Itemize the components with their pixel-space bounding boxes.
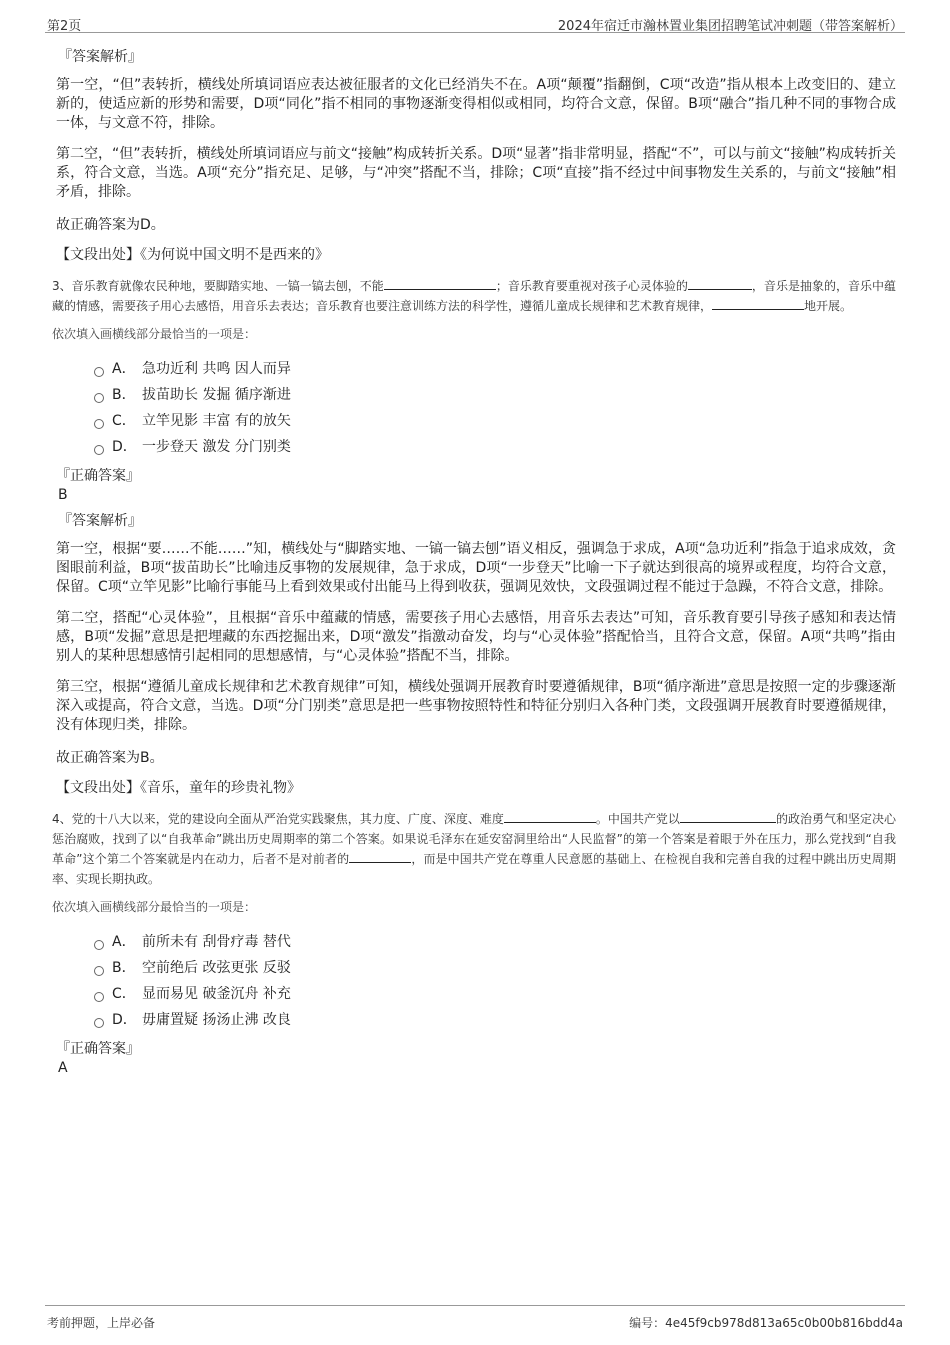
correct-answer-value: A bbox=[58, 1060, 68, 1076]
option-c[interactable] bbox=[94, 408, 896, 434]
question-3-text bbox=[52, 276, 896, 316]
option-b[interactable] bbox=[94, 382, 896, 408]
document-title: 2024年宿迁市瀚林置业集团招聘笔试冲刺题（带答案解析） bbox=[557, 19, 903, 34]
analysis-paragraph: 第三空，根据“遵循儿童成长规律和艺术教育规律”可知，横线处强调开展教育时要遵循规律，B项“循序渐进”意思是按照一定的步骤逐渐深入或提高，符合文意，当选。D项“分门别类”意思是把一些事物按照特性和特征分别归入各种门类，文段强调开展教育时要遵循规律，没有体现归类，排除。 bbox=[56, 679, 896, 733]
option-text: 空前绝后 改弦更张 反驳 bbox=[142, 960, 291, 976]
question-text-segment: 4、党的十八大以来，党的建设向全面从严治党实践聚焦，其力度、广度、深度、难度 bbox=[52, 812, 504, 826]
answer-conclusion: 故正确答案为B。 bbox=[56, 750, 164, 766]
question-4-options bbox=[94, 929, 896, 1033]
option-b[interactable] bbox=[94, 955, 896, 981]
option-text: 拔苗助长 发掘 循序渐进 bbox=[142, 387, 291, 403]
question-text-segment: ；音乐教育要重视对孩子心灵体验的 bbox=[495, 279, 688, 293]
answer-conclusion: 故正确答案为D。 bbox=[56, 217, 165, 233]
question-4-text bbox=[52, 809, 896, 889]
page-number: 第2页 bbox=[47, 19, 82, 34]
analysis-paragraph: 第二空，搭配“心灵体验”，且根据“音乐中蕴藏的情感，需要孩子用心去感悟，用音乐去表达”可知，音乐教育要引导孩子感知和表达情感，B项“发掘”意思是把埋藏的东西挖掘出来，D项“激发”指激动奋发，均与“心灵体验”搭配恰当，且符合文意，保留。A项“共鸣”指由别人的某种思想感情引起相同的思想感情，与“心灵体验”搭配不当，排除。 bbox=[56, 610, 896, 664]
option-a[interactable] bbox=[94, 929, 896, 955]
fill-blank bbox=[688, 277, 752, 290]
page-footer bbox=[45, 1305, 905, 1336]
radio-icon[interactable] bbox=[94, 393, 104, 403]
radio-icon[interactable] bbox=[94, 367, 104, 377]
option-letter: A． bbox=[112, 361, 136, 377]
fill-blank bbox=[504, 810, 596, 823]
fill-blank bbox=[384, 277, 496, 290]
source-citation: 【文段出处】《为何说中国文明不是西来的》 bbox=[56, 247, 329, 263]
source-citation: 【文段出处】《音乐，童年的珍贵礼物》 bbox=[56, 780, 301, 796]
question-text-segment: 。中国共产党以 bbox=[595, 812, 680, 826]
option-letter: C． bbox=[112, 413, 136, 429]
question-text-segment: 3、音乐教育就像农民种地，要脚踏实地、一镐一镐去刨，不能 bbox=[52, 279, 384, 293]
radio-icon[interactable] bbox=[94, 966, 104, 976]
fill-blank bbox=[712, 297, 804, 310]
analysis-paragraph: 第一空，“但”表转折，横线处所填词语应表达被征服者的文化已经消失不在。A项“颠覆”指翻倒，C项“改造”指从根本上改变旧的、建立新的，使适应新的形势和需要，D项“同化”指不相同的事物逐渐变得相似或相同，均符合文意，保留。B项“融合”指几种不同的事物合成一体，与文意不符，排除。 bbox=[56, 77, 896, 131]
option-text: 前所未有 刮骨疗毒 替代 bbox=[142, 934, 291, 950]
page-content bbox=[52, 46, 896, 1083]
analysis-paragraph: 第一空，根据“要……不能……”知，横线处与“脚踏实地、一镐一镐去刨”语义相反，强调急于求成，A项“急功近利”指急于追求成效，贪图眼前利益，B项“拔苗助长”比喻违反事物的发展规律，急于求成，D项“一步登天”比喻一下子就达到很高的境界或程度，均符合文意，保留。C项“立竿见影”比喻行事能马上看到效果或付出能马上得到收获，强调见效快，文段强调过程不能过于急躁，不符合文意，排除。 bbox=[56, 541, 896, 595]
option-a[interactable] bbox=[94, 356, 896, 382]
option-d[interactable] bbox=[94, 1007, 896, 1033]
analysis-label: 『答案解析』 bbox=[58, 513, 142, 529]
option-d[interactable] bbox=[94, 434, 896, 460]
option-letter: B． bbox=[112, 387, 136, 403]
option-text: 立竿见影 丰富 有的放矢 bbox=[142, 413, 291, 429]
footer-slogan: 考前押题，上岸必备 bbox=[47, 1316, 156, 1330]
analysis-label: 『答案解析』 bbox=[58, 49, 142, 65]
question-instruction: 依次填入画横线部分最恰当的一项是： bbox=[52, 900, 257, 914]
option-letter: D． bbox=[112, 1012, 137, 1028]
option-text: 急功近利 共鸣 因人而异 bbox=[142, 361, 291, 377]
radio-icon[interactable] bbox=[94, 940, 104, 950]
radio-icon[interactable] bbox=[94, 992, 104, 1002]
correct-answer-value: B bbox=[58, 487, 68, 503]
radio-icon[interactable] bbox=[94, 419, 104, 429]
option-text: 毋庸置疑 扬汤止沸 改良 bbox=[142, 1012, 291, 1028]
question-text-segment: ，音乐是抽象的，音乐中蕴藏的情感，需要孩子用心去感悟，用音乐去表达；音乐教育也要注意训练方法的科学性，遵循儿童成长规律和艺术教育规律， bbox=[52, 279, 896, 313]
option-text: 一步登天 激发 分门别类 bbox=[142, 439, 291, 455]
question-text-segment: 的政治勇气和坚定决心惩治腐败，找到了以“自我革命”跳出历史周期率的第二个答案。如果说毛泽东在延安窑洞里给出“人民监督”的第一个答案是着眼于外在压力，那么党找到“自我革命”这个第二个答案就是内在动力，后者不是对前者的 bbox=[52, 812, 896, 866]
option-letter: A． bbox=[112, 934, 136, 950]
correct-answer-label: 『正确答案』 bbox=[56, 1041, 140, 1057]
option-letter: D． bbox=[112, 439, 137, 455]
document-id: 编号：4e45f9cb978d813a65c0b00b816bdd4a bbox=[629, 1316, 903, 1330]
question-instruction: 依次填入画横线部分最恰当的一项是： bbox=[52, 327, 257, 341]
option-text: 显而易见 破釜沉舟 补充 bbox=[142, 986, 291, 1002]
analysis-paragraph: 第二空，“但”表转折，横线处所填词语应与前文“接触”构成转折关系。D项“显著”指非常明显，搭配“不”，可以与前文“接触”构成转折关系，符合文意，当选。A项“充分”指充足、足够，与“冲突”搭配不当，排除；C项“直接”指不经过中间事物发生关系的，与前文“接触”相矛盾，排除。 bbox=[56, 146, 896, 200]
fill-blank bbox=[680, 810, 776, 823]
option-c[interactable] bbox=[94, 981, 896, 1007]
question-text-segment: ，而是中国共产党在尊重人民意愿的基础上、在检视自我和完善自我的过程中跳出历史周期率、实现长期执政。 bbox=[52, 852, 896, 886]
radio-icon[interactable] bbox=[94, 1018, 104, 1028]
option-letter: B． bbox=[112, 960, 136, 976]
radio-icon[interactable] bbox=[94, 445, 104, 455]
question-text-segment: 地开展。 bbox=[804, 299, 853, 313]
correct-answer-label: 『正确答案』 bbox=[56, 468, 140, 484]
question-3-options bbox=[94, 356, 896, 460]
option-letter: C． bbox=[112, 986, 136, 1002]
fill-blank bbox=[349, 850, 411, 863]
page-header bbox=[45, 12, 905, 33]
